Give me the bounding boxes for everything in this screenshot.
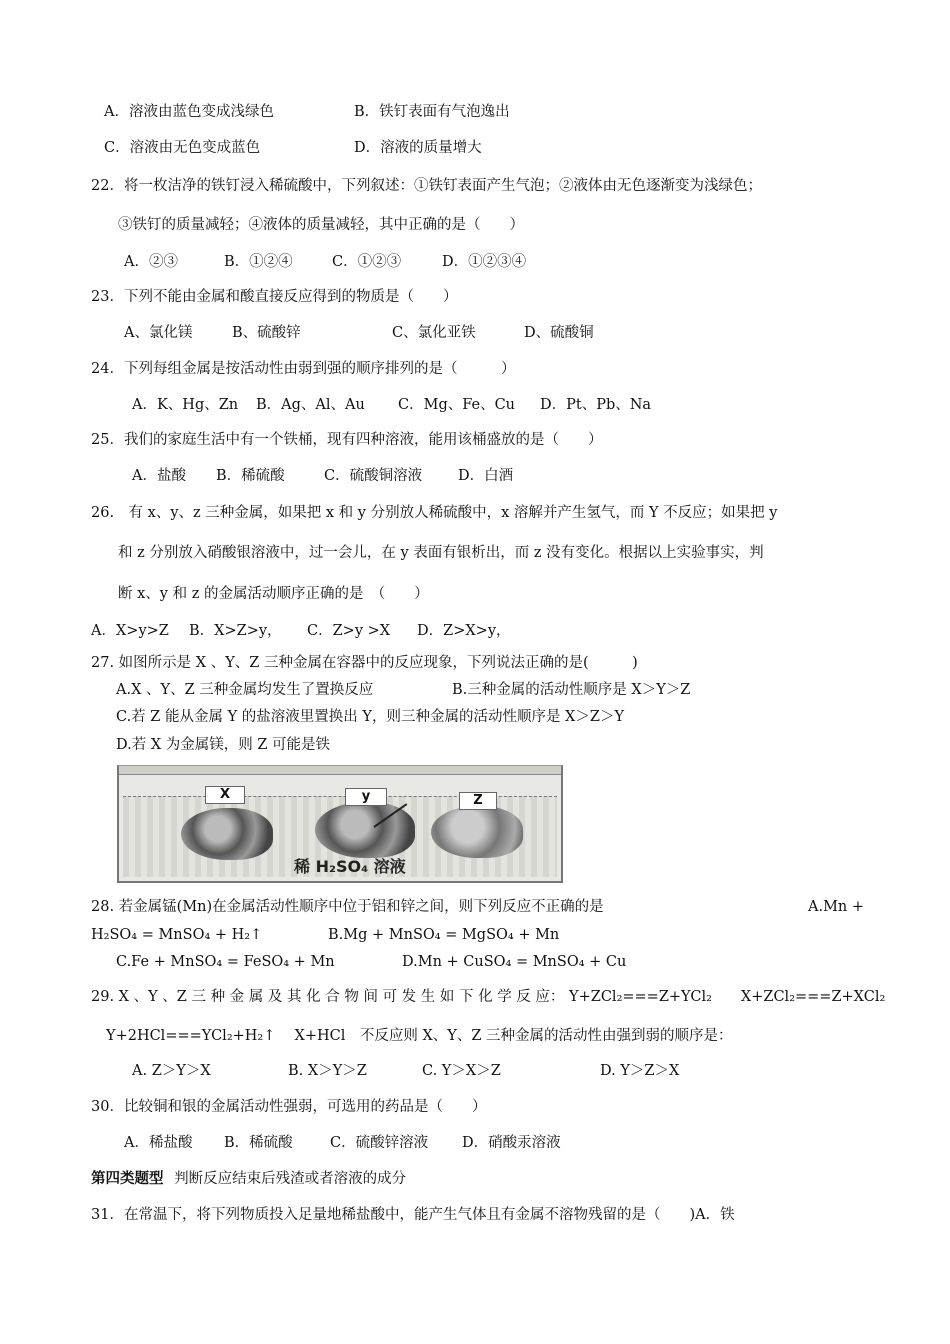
q23-options bbox=[124, 323, 594, 343]
q23-option-a: A、氯化镁 bbox=[124, 325, 193, 341]
q29-option-d: D. Y＞Z＞X bbox=[600, 1063, 680, 1079]
q31-stem: 31．在常温下，将下列物质投入足量地稀盐酸中，能产生气体且有金属不溶物残留的是（ )A．铁 bbox=[91, 1207, 735, 1223]
q26-option-a: A．X>y>Z bbox=[91, 623, 169, 639]
q24-options bbox=[132, 395, 651, 415]
q23-option-d: D、硫酸铜 bbox=[524, 325, 594, 341]
q30-option-a: A．稀盐酸 bbox=[124, 1135, 193, 1151]
q27-option-c: C.若 Z 能从金属 Y 的盐溶液里置换出 Y，则三种金属的活动性顺序是 X＞Z＞Y bbox=[116, 709, 625, 725]
q22-option-b: B．①②④ bbox=[224, 254, 293, 270]
q28-option-b: B.Mg + MnSO₄ = MgSO₄ + Mn bbox=[328, 927, 560, 943]
q29-options bbox=[132, 1061, 679, 1081]
label-y: y bbox=[345, 788, 387, 806]
q24-option-d: D．Pt、Pb、Na bbox=[540, 397, 652, 413]
q26-option-b: B．X>Z>y， bbox=[189, 623, 282, 639]
q23-option-b: B、硫酸锌 bbox=[232, 325, 301, 341]
label-z: Z bbox=[459, 792, 497, 810]
q25-stem: 25．我们的家庭生活中有一个铁桶，现有四种溶液，能用该桶盛放的是（ ） bbox=[91, 432, 603, 448]
solution-label: 稀 H₂SO₄ 溶液 bbox=[294, 857, 406, 876]
q26-option-c: C．Z>y >X bbox=[307, 623, 391, 639]
q30-options bbox=[124, 1133, 561, 1153]
q26-stem-line2: 和 z 分别放入硝酸银溶液中，过一会儿，在 y 表面有银析出，而 z 没有变化。根据以上实验事实，判 bbox=[118, 545, 764, 561]
q28-stem: 28. 若金属锰(Mn)在金属活动性顺序中位于铝和锌之间，则下列反应不正确的是 bbox=[91, 899, 604, 915]
q28-option-c: C.Fe + MnSO₄ = FeSO₄ + Mn bbox=[116, 954, 335, 970]
q24-option-b: B．Ag、Al、Au bbox=[256, 397, 365, 413]
q28-option-d: D.Mn + CuSO₄ = MnSO₄ + Cu bbox=[402, 954, 627, 970]
beaker-rim bbox=[119, 766, 561, 775]
q30-stem: 30．比较铜和银的金属活动性强弱，可选用的药品是（ ） bbox=[91, 1099, 487, 1115]
q24-option-c: C．Mg、Fe、Cu bbox=[398, 397, 516, 413]
q26-option-d: D．Z>X>y， bbox=[417, 623, 511, 639]
section-label: 第四类题型 bbox=[91, 1170, 164, 1187]
q29-option-a: A. Z＞Y＞X bbox=[132, 1063, 211, 1079]
q27-option-b: B.三种金属的活动性顺序是 X＞Y＞Z bbox=[452, 682, 691, 698]
q22-options bbox=[124, 252, 526, 272]
q30-option-b: B．稀硫酸 bbox=[224, 1135, 293, 1151]
q30-option-d: D．硝酸汞溶液 bbox=[462, 1135, 561, 1151]
q30-option-c: C．硫酸锌溶液 bbox=[330, 1135, 429, 1151]
q25-options bbox=[132, 466, 513, 486]
q21-option-d: D．溶液的质量增大 bbox=[354, 140, 482, 156]
metal-x-lump bbox=[181, 808, 273, 860]
q21-option-b: B．铁钉表面有气泡逸出 bbox=[354, 104, 510, 120]
q22-option-c: C．①②③ bbox=[332, 254, 402, 270]
q22-stem-line1: 22．将一枚洁净的铁钉浸入稀硫酸中，下列叙述：①铁钉表面产生气泡；②液体由无色逐渐变为浅绿色； bbox=[91, 178, 762, 194]
q26-stem-line1: 26. 有 x、y、z 三种金属，如果把 x 和 y 分别放人稀硫酸中，x 溶解并产生氢气，而 Y 不反应；如果把 y bbox=[91, 505, 778, 521]
q24-stem: 24．下列每组金属是按活动性由弱到强的顺序排列的是（ ） bbox=[91, 361, 516, 377]
q27-option-a: A.X 、Y、Z 三种金属均发生了置换反应 bbox=[116, 682, 374, 698]
section-heading bbox=[91, 1169, 406, 1189]
q23-stem: 23．下列不能由金属和酸直接反应得到的物质是（ ） bbox=[91, 289, 458, 305]
q28-option-a-start: A.Mn + bbox=[808, 899, 865, 915]
q29-stem-line2: Y+2HCl===YCl₂+H₂↑ X+HCl 不反应则 X、Y、Z 三种金属的活动性由强到弱的顺序是： bbox=[106, 1028, 733, 1044]
label-x: X bbox=[205, 786, 245, 804]
beaker-figure bbox=[117, 765, 563, 883]
q29-option-b: B. X＞Y＞Z bbox=[288, 1063, 367, 1079]
q29-option-c: C. Y＞X＞Z bbox=[422, 1063, 501, 1079]
q24-option-a: A．K、Hg、Zn bbox=[132, 397, 239, 413]
q21-options-row1 bbox=[104, 102, 510, 122]
q23-option-c: C、氯化亚铁 bbox=[392, 325, 476, 341]
q26-stem-line3: 断 x、y 和 z 的金属活动顺序正确的是 （ ） bbox=[118, 586, 429, 602]
metal-z-lump bbox=[431, 806, 523, 858]
q26-options bbox=[91, 621, 511, 641]
q22-stem-line2: ③铁钉的质量减轻；④液体的质量减轻，其中正确的是（ ） bbox=[118, 217, 524, 233]
q25-option-b: B．稀硫酸 bbox=[216, 468, 285, 484]
q29-stem-line1: 29. X 、Y 、Z 三 种 金 属 及 其 化 合 物 间 可 发 生 如 下 化 学 反 应： Y+ZCl₂===Z+YCl₂ X+ZCl₂===Z+XCl₂ bbox=[91, 989, 886, 1005]
q25-option-d: D．白酒 bbox=[458, 468, 514, 484]
q28-option-a-equation: H₂SO₄ = MnSO₄ + H₂↑ bbox=[91, 927, 263, 943]
q25-option-c: C．硫酸铜溶液 bbox=[324, 468, 423, 484]
q25-option-a: A．盐酸 bbox=[132, 468, 186, 484]
section-title: 判断反应结束后残渣或者溶液的成分 bbox=[174, 1171, 407, 1187]
q27-options-row1 bbox=[116, 680, 690, 700]
metal-y-lump bbox=[315, 802, 415, 858]
q22-option-a: A．②③ bbox=[124, 254, 178, 270]
q21-option-a: A．溶液由蓝色变成浅绿色 bbox=[104, 104, 274, 120]
q21-options-row2 bbox=[104, 138, 482, 158]
q22-option-d: D．①②③④ bbox=[442, 254, 527, 270]
q27-stem: 27. 如图所示是 X 、Y、Z 三种金属在容器中的反应现象，下列说法正确的是( ) bbox=[91, 655, 638, 671]
q21-option-c: C．溶液由无色变成蓝色 bbox=[104, 140, 261, 156]
q27-option-d: D.若 X 为金属镁，则 Z 可能是铁 bbox=[116, 737, 331, 753]
